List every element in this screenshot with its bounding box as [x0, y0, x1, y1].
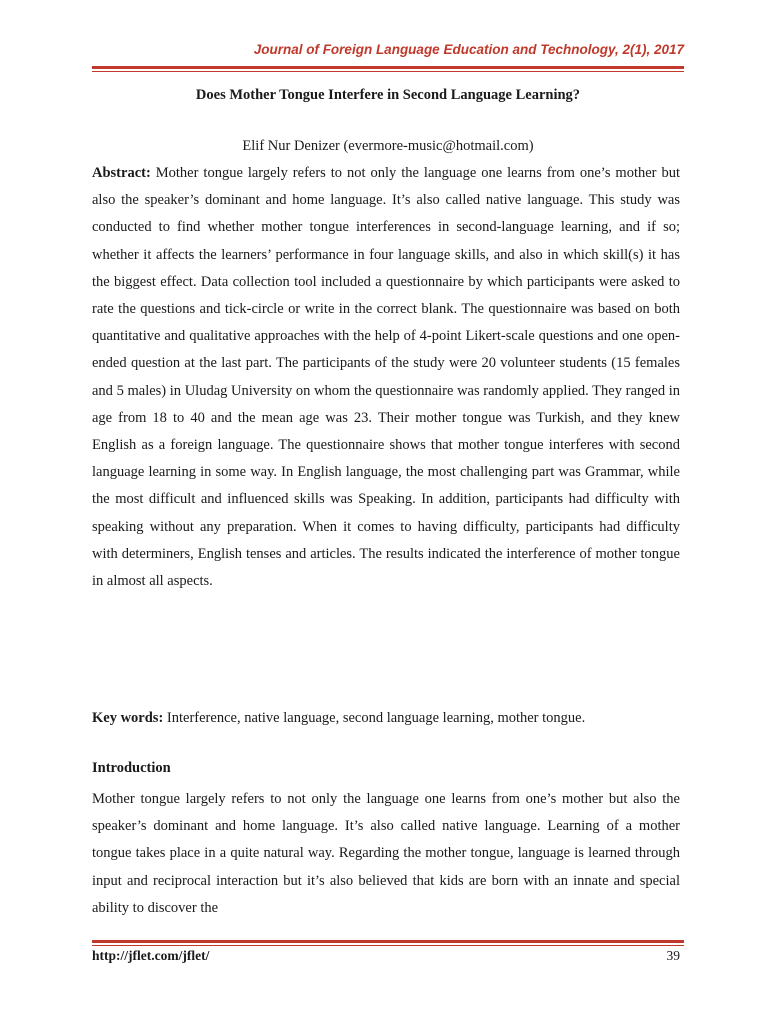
introduction-paragraph: Mother tongue largely refers to not only the language one learns from one’s mother but also the speaker’s dominant and home language. It’s also called native language. Learning of a mother tongue takes place in a quite natural way. Regarding the mother tongue, language is learned through input and reciprocal interaction but it’s also believed that kids are born with an innate and special ability to discover the [92, 791, 680, 916]
footer-url[interactable]: http://jflet.com/jflet/ [92, 948, 210, 963]
abstract-text: Mother tongue largely refers to not only the language one learns from one’s mother but also the speaker’s dominant and home language. It’s also called native language. This study was conducted to find whether mother tongue interferences in second-language learning, and if so; whether it affects the learners’ performance in four language skills, and also in which skill(s) it has the biggest effect. Data collection tool included a questionnaire by which participants were asked to rate the questions and tick-circle or write in the correct blank. The questionnaire was based on both quantitative and qualitative approaches with the help of 4-point Likert-scale questions and one open-ended question at the last part. The participants of the study were 20 volunteer students (15 females and 5 males) in Uludag University on whom the questionnaire was randomly applied. They ranged in age from 18 to 40 and the mean age was 23. Their mother tongue was Turkish, and they knew English as a foreign language. The questionnaire shows that mother tongue interferes with second language learning in some way. In English language, the most challenging part was Grammar, while the most difficult and influenced skills was Speaking. In addition, participants had difficulty with speaking without any preparation. When it comes to having difficulty, participants had difficulty with determiners, English tenses and articles. The results indicated the interference of mother tongue in almost all aspects. [92, 165, 680, 590]
author-line: Elif Nur Denizer (evermore-music@hotmail.com) [242, 138, 534, 154]
page-number: 39 [666, 948, 680, 963]
keywords-paragraph [92, 705, 680, 732]
paper-title: Does Mother Tongue Interfere in Second Language Learning? [195, 87, 581, 103]
header-rule [92, 66, 684, 72]
introduction-heading: Introduction [92, 760, 171, 776]
abstract-label: Abstract: [92, 165, 151, 181]
journal-header: Journal of Foreign Language Education and Technology, 2(1), 2017 [253, 42, 684, 57]
footer-rule [92, 940, 684, 946]
keywords-text: Interference, native language, second language learning, mother tongue. [163, 710, 586, 726]
keywords-label: Key words: [92, 710, 164, 726]
abstract-paragraph [92, 160, 680, 595]
